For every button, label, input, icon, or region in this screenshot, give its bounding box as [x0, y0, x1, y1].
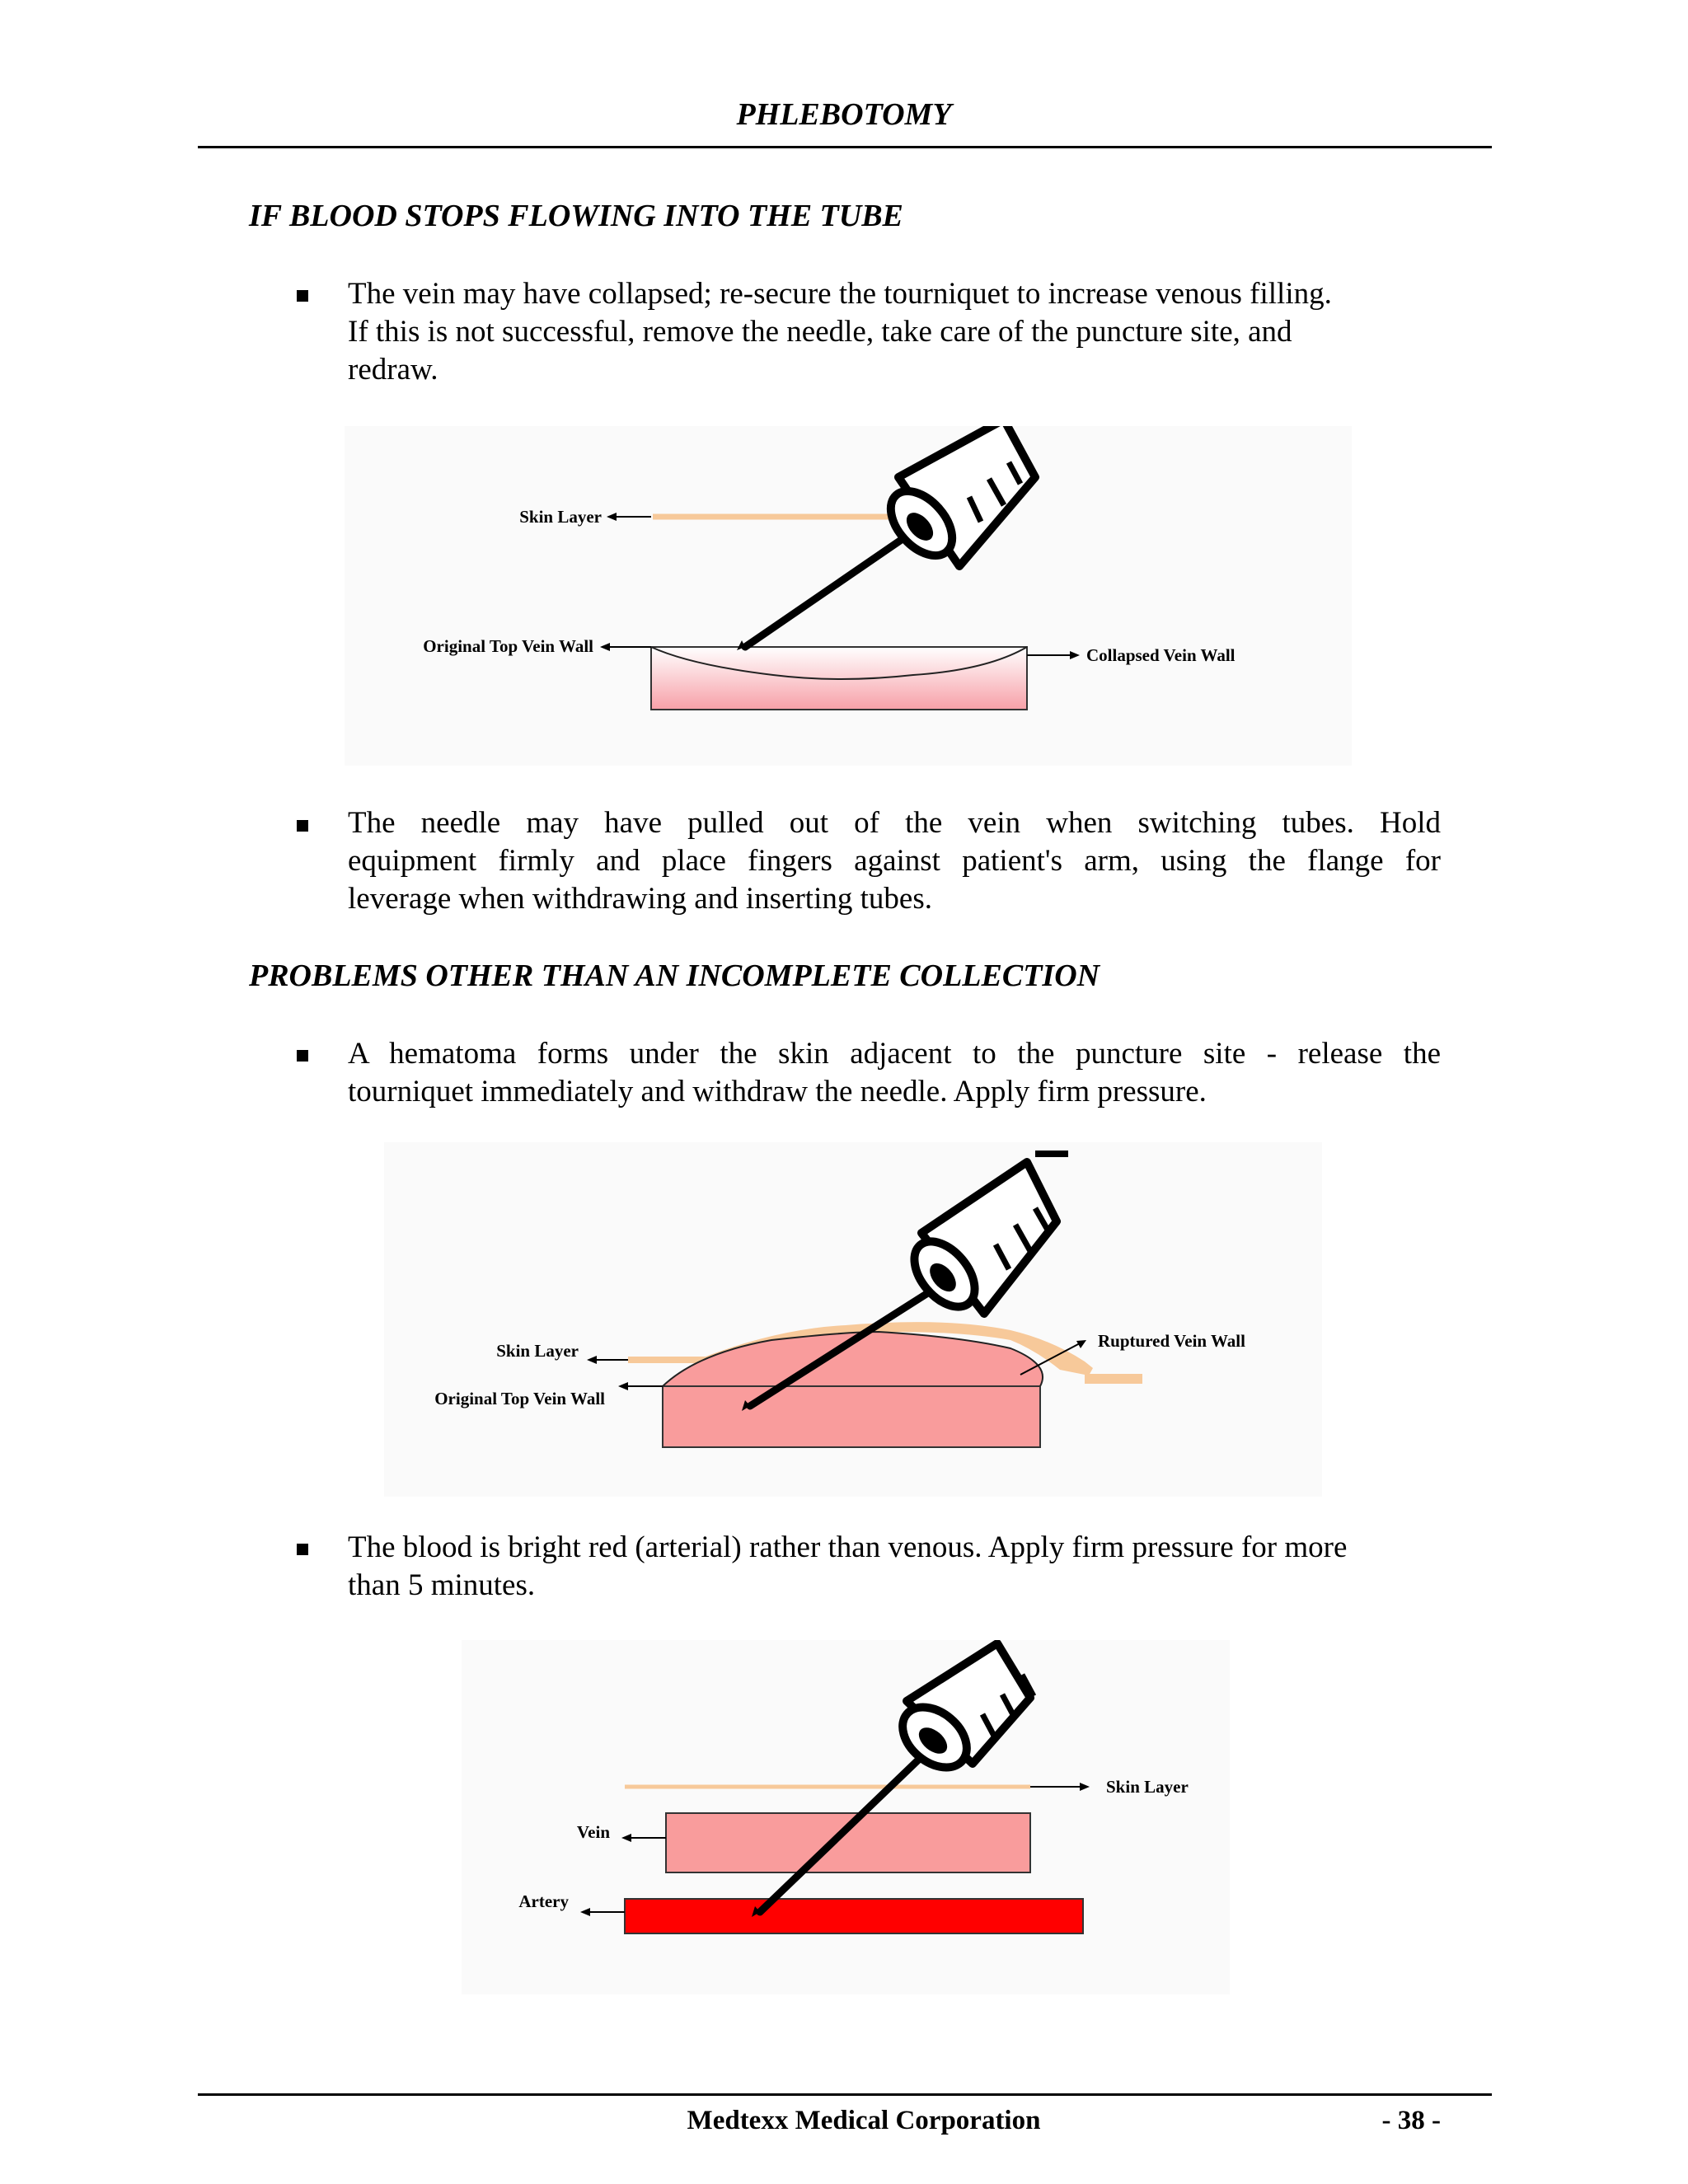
text-line: tourniquet immediately and withdraw the needle. Apply firm pressure. [348, 1075, 1207, 1108]
label-skin-layer: Skin Layer [496, 1341, 579, 1361]
figure-hematoma [384, 1142, 1322, 1497]
label-artery: Artery [518, 1891, 569, 1911]
header-rule [198, 146, 1492, 148]
bullet-marker [297, 290, 308, 302]
text-line: The needle may have pulled out of the vein when switching tubes. Hold [348, 806, 1441, 840]
bullet-text [348, 1035, 1441, 1111]
text-line: equipment firmly and place fingers against patient's arm, using the flange for [348, 844, 1441, 878]
text-line: redraw. [348, 353, 438, 387]
label-collapsed-vein-wall: Collapsed Vein Wall [1086, 645, 1236, 665]
figure-collapsed-vein [345, 426, 1352, 766]
label-original-top-vein-wall: Original Top Vein Wall [434, 1389, 605, 1408]
label-original-top-vein-wall: Original Top Vein Wall [423, 636, 593, 656]
vein-body [666, 1813, 1030, 1872]
skin-layer-line [1085, 1374, 1142, 1384]
section-title: PROBLEMS OTHER THAN AN INCOMPLETE COLLECTION [249, 958, 1100, 993]
page-header-title: PHLEBOTOMY [736, 97, 952, 132]
text-line: A hematoma forms under the skin adjacent to the puncture site - release the [348, 1037, 1441, 1071]
text-line: than 5 minutes. [348, 1568, 536, 1602]
footer-organization: Medtexx Medical Corporation [687, 2106, 1041, 2135]
bullet-text [348, 804, 1441, 918]
bullet-text [348, 1529, 1441, 1605]
bullet-marker [297, 820, 308, 832]
bullet-marker [297, 1544, 308, 1555]
label-skin-layer: Skin Layer [1106, 1777, 1189, 1797]
figure-arterial-puncture [462, 1640, 1230, 1994]
bullet-text [348, 275, 1441, 389]
text-line: The vein may have collapsed; re-secure the tourniquet to increase venous filling. [348, 277, 1332, 311]
page-number: - 38 - [1381, 2106, 1441, 2135]
text-line: If this is not successful, remove the needle, take care of the puncture site, and [348, 315, 1292, 349]
vein-body [663, 1386, 1040, 1447]
footer-rule [198, 2093, 1492, 2096]
label-vein: Vein [576, 1822, 610, 1842]
bullet-marker [297, 1050, 308, 1062]
text-line: leverage when withdrawing and inserting tubes. [348, 882, 932, 916]
artery-body [625, 1899, 1083, 1933]
section-title: IF BLOOD STOPS FLOWING INTO THE TUBE [249, 199, 903, 233]
label-ruptured-vein-wall: Ruptured Vein Wall [1098, 1331, 1245, 1351]
text-line: The blood is bright red (arterial) rather than venous. Apply firm pressure for more [348, 1530, 1348, 1564]
figure-background [345, 426, 1352, 766]
label-skin-layer: Skin Layer [519, 507, 602, 527]
